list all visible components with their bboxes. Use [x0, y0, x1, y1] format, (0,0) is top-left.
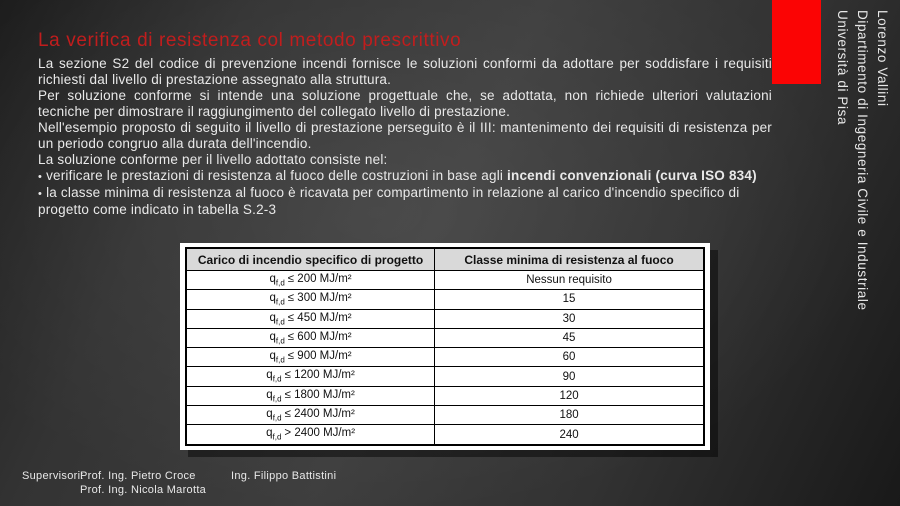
load-cell: $q_{f,d} \le 600$ MJ/m²	[186, 328, 435, 347]
class-cell: 30	[435, 309, 704, 328]
class-cell: 45	[435, 328, 704, 347]
supervisor-name: Prof. Ing. Pietro Croce	[80, 470, 196, 482]
load-cell: $q_{f,d} > 2400$ MJ/m²	[186, 425, 435, 445]
class-cell: 15	[435, 290, 704, 309]
table-row	[186, 406, 704, 425]
table-header-class: Classe minima di resistenza al fuoco	[435, 248, 704, 271]
table-row	[186, 309, 704, 328]
load-cell: $q_{f,d} \le 200$ MJ/m²	[186, 271, 435, 290]
load-cell: $q_{f,d} \le 450$ MJ/m²	[186, 309, 435, 328]
paragraph: Nell'esempio proposto di seguito il livello di prestazione perseguito è il III: mantenimento dei requisiti di resistenza per un periodo congruo alla durata dell'incendio.	[38, 120, 772, 151]
table-header-load: Carico di incendio specifico di progetto	[186, 248, 435, 271]
bullet-text-bold: incendi convenzionali (curva ISO 834)	[507, 168, 757, 183]
supervisors-footer	[22, 469, 337, 497]
load-cell: $q_{f,d} \le 2400$ MJ/m²	[186, 406, 435, 425]
table-row	[186, 425, 704, 445]
table-row	[186, 290, 704, 309]
department-name: Dipartimento di Ingegneria Civile e Industriale	[855, 10, 870, 311]
bullet-icon: •	[38, 171, 43, 183]
bullet-text: la classe minima di resistenza al fuoco è ricavata per compartimento in relazione al carico d'incendio specifico di progetto come indicato in tabella S.2-3	[38, 185, 740, 217]
bullet-item	[38, 185, 772, 218]
load-cell: $q_{f,d} \le 1800$ MJ/m²	[186, 386, 435, 405]
table-row	[186, 271, 704, 290]
body-text	[38, 56, 772, 218]
supervisors-label: Supervisori:	[22, 470, 84, 482]
load-cell: $q_{f,d} \le 1200$ MJ/m²	[186, 367, 435, 386]
table-header-row	[186, 248, 704, 271]
author-name: Lorenzo Vallini	[875, 10, 890, 107]
table-row	[186, 367, 704, 386]
table-row	[186, 348, 704, 367]
paragraph: Per soluzione conforme si intende una soluzione progettuale che, se adottata, non richiede ulteriori valutazioni tecniche per dimostrare il raggiungimento del collegato livello di prestazione.	[38, 88, 772, 119]
sidebar-vertical-text	[832, 10, 892, 480]
class-cell: 60	[435, 348, 704, 367]
class-cell: 120	[435, 386, 704, 405]
class-cell: 180	[435, 406, 704, 425]
slide-title: La verifica di resistenza col metodo prescrittivo	[38, 30, 462, 51]
bullet-item	[38, 168, 772, 185]
paragraph: La sezione S2 del codice di prevenzione incendi fornisce le soluzioni conformi da adottare per soddisfare i requisiti richiesti dal livello di prestazione assegnato alla struttura.	[38, 56, 772, 87]
bullet-icon: •	[38, 188, 43, 200]
supervisor-name: Ing. Filippo Battistini	[231, 470, 337, 482]
table-row	[186, 328, 704, 347]
load-cell: $q_{f,d} \le 900$ MJ/m²	[186, 348, 435, 367]
class-cell: Nessun requisito	[435, 271, 704, 290]
footer-line-1	[22, 469, 337, 483]
bullet-text: verificare le prestazioni di resistenza al fuoco delle costruzioni in base agli	[46, 168, 508, 183]
table-row	[186, 386, 704, 405]
red-accent-rectangle	[772, 0, 821, 84]
paragraph: La soluzione conforme per il livello adottato consiste nel:	[38, 152, 388, 167]
university-name: Università di Pisa	[835, 10, 850, 126]
class-cell: 90	[435, 367, 704, 386]
class-cell: 240	[435, 425, 704, 445]
supervisor-name: Prof. Ing. Nicola Marotta	[80, 484, 207, 496]
load-cell: $q_{f,d} \le 300$ MJ/m²	[186, 290, 435, 309]
fire-resistance-table	[180, 243, 710, 450]
